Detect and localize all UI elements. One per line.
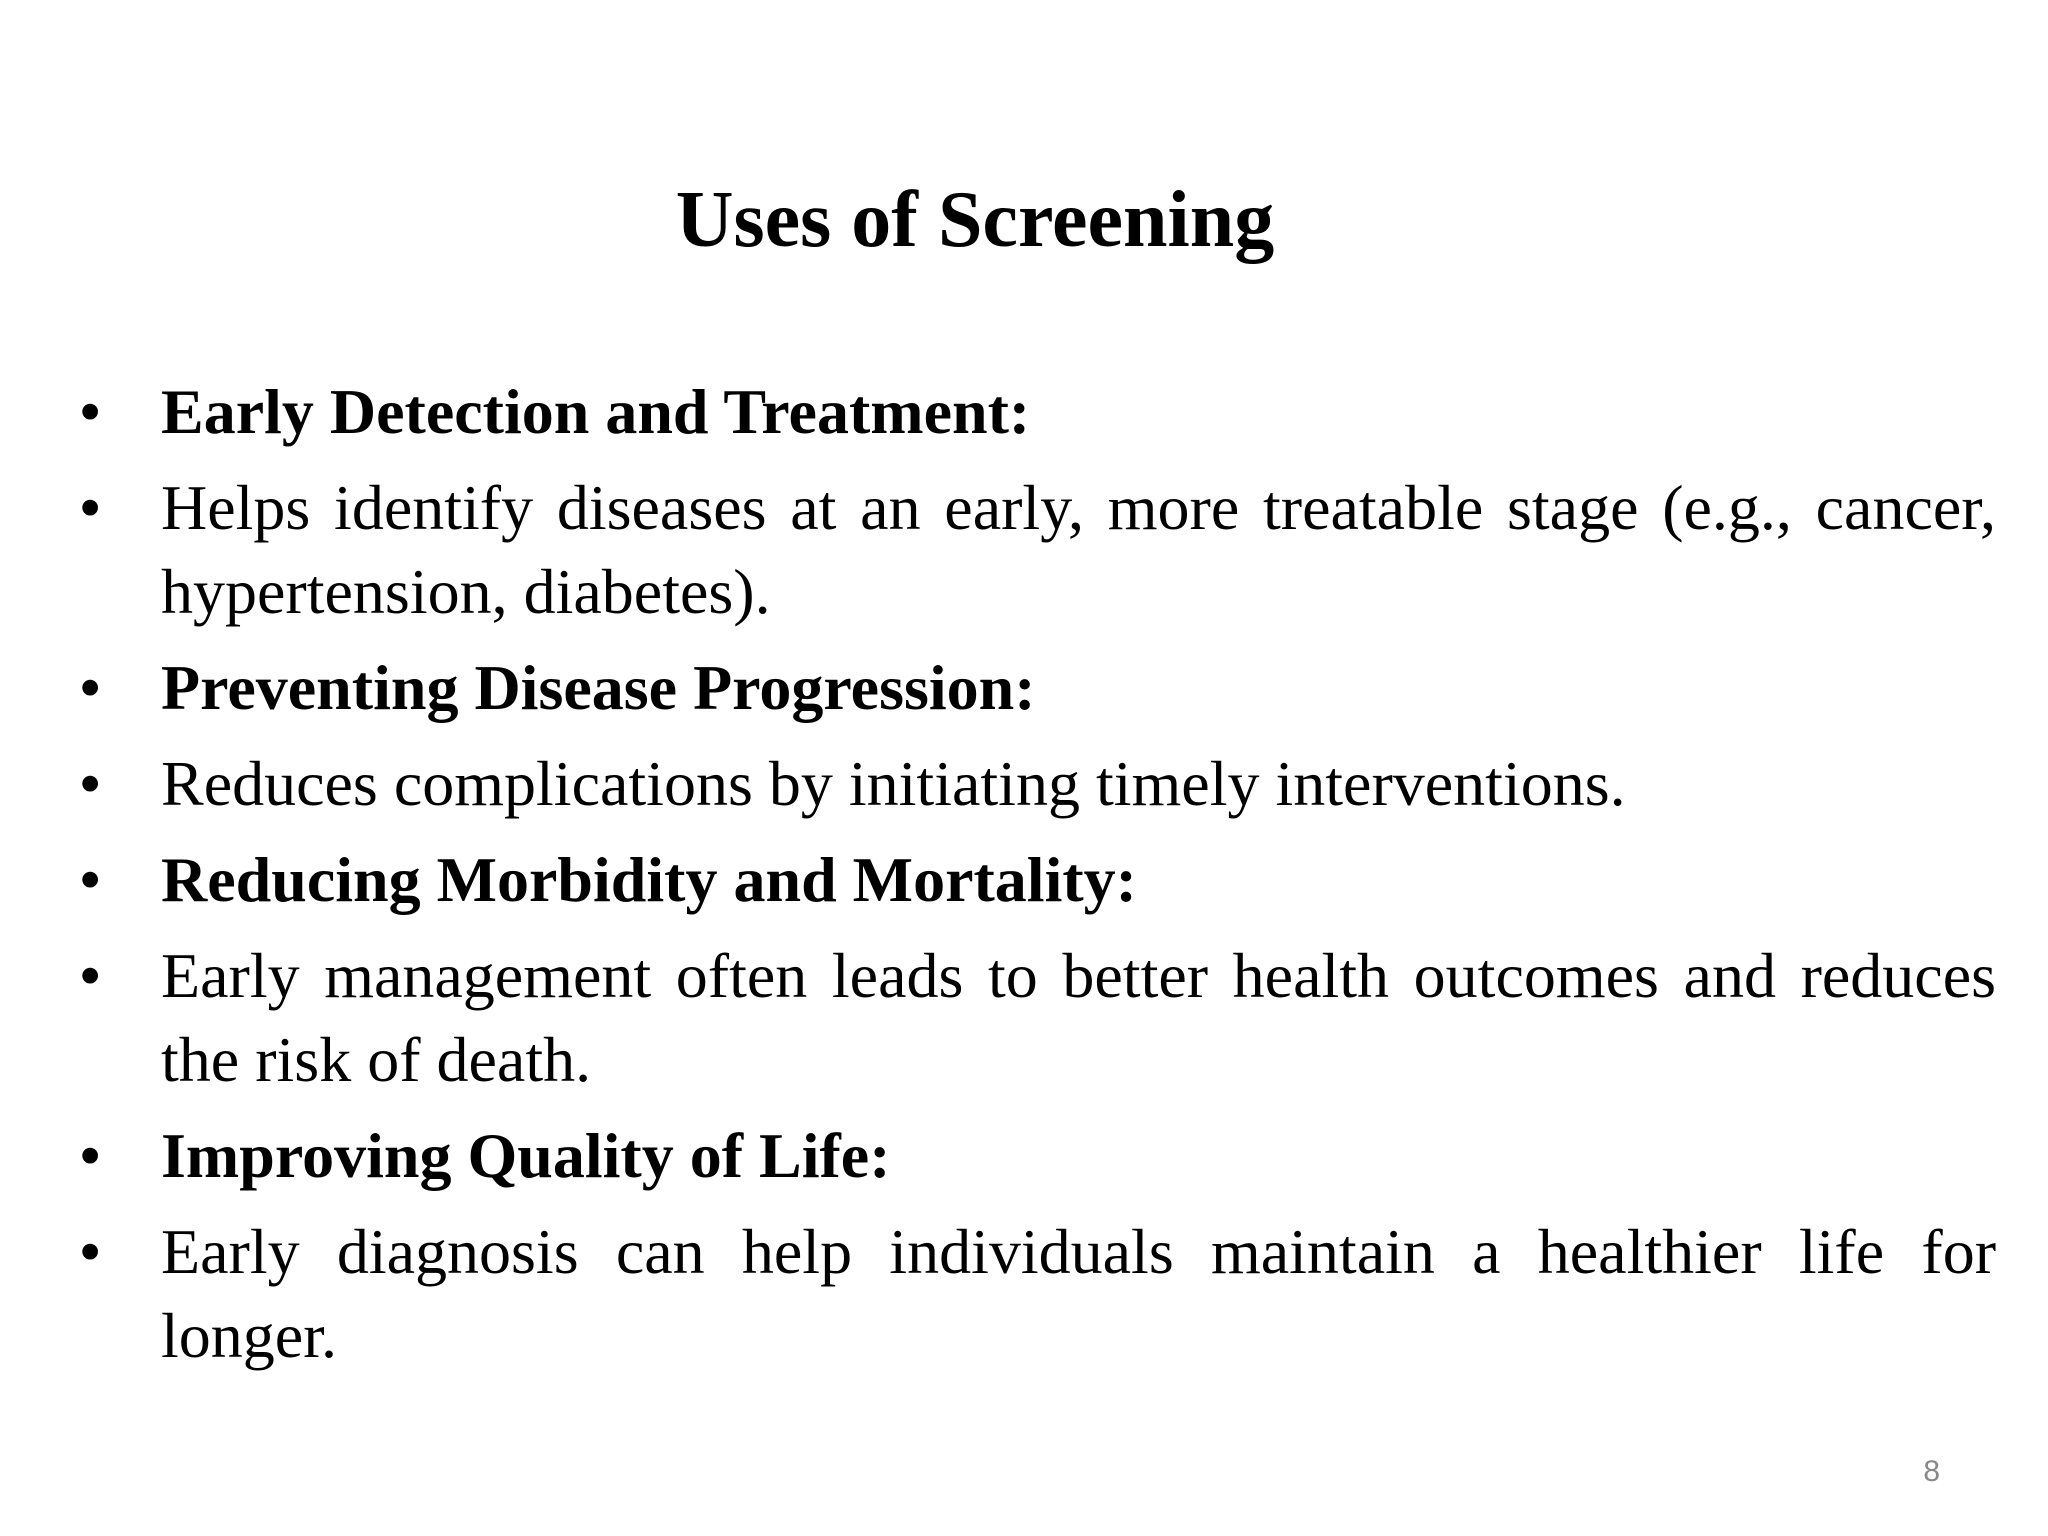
bullet-icon: • <box>80 943 101 1008</box>
page-number: 8 <box>1923 1455 1940 1488</box>
bullet-item <box>0 646 1996 730</box>
bullet-item <box>0 934 1996 1102</box>
bullet-icon: • <box>80 751 101 816</box>
bullet-text: Improving Quality of Life: <box>161 1120 891 1191</box>
bullet-text: Preventing Disease Progression: <box>161 652 1036 723</box>
bullet-item <box>0 742 1996 826</box>
bullet-text: Reduces complications by initiating timely interventions. <box>161 748 1626 819</box>
bullet-item <box>0 1210 1996 1378</box>
bullet-text: Early Detection and Treatment: <box>161 376 1031 447</box>
bullet-icon: • <box>80 1123 101 1188</box>
bullet-item <box>0 466 1996 634</box>
bullet-icon: • <box>80 1219 101 1284</box>
bullet-item <box>0 370 1996 454</box>
bullet-text: Early management often leads to better health outcomes and reduces the risk of death. <box>161 940 1996 1095</box>
bullet-icon: • <box>80 655 101 720</box>
bullet-item <box>0 1114 1996 1198</box>
bullet-icon: • <box>80 379 101 444</box>
bullet-icon: • <box>80 475 101 540</box>
bullet-icon: • <box>80 847 101 912</box>
bullet-text: Reducing Morbidity and Mortality: <box>161 844 1137 915</box>
bullet-item <box>0 838 1996 922</box>
bullet-text: Early diagnosis can help individuals maintain a healthier life for longer. <box>161 1216 1996 1371</box>
bullet-list <box>0 370 2048 1390</box>
slide-title: Uses of Screening <box>675 176 1275 264</box>
bullet-text: Helps identify diseases at an early, more treatable stage (e.g., cancer, hypertension, diabetes). <box>161 472 1996 627</box>
